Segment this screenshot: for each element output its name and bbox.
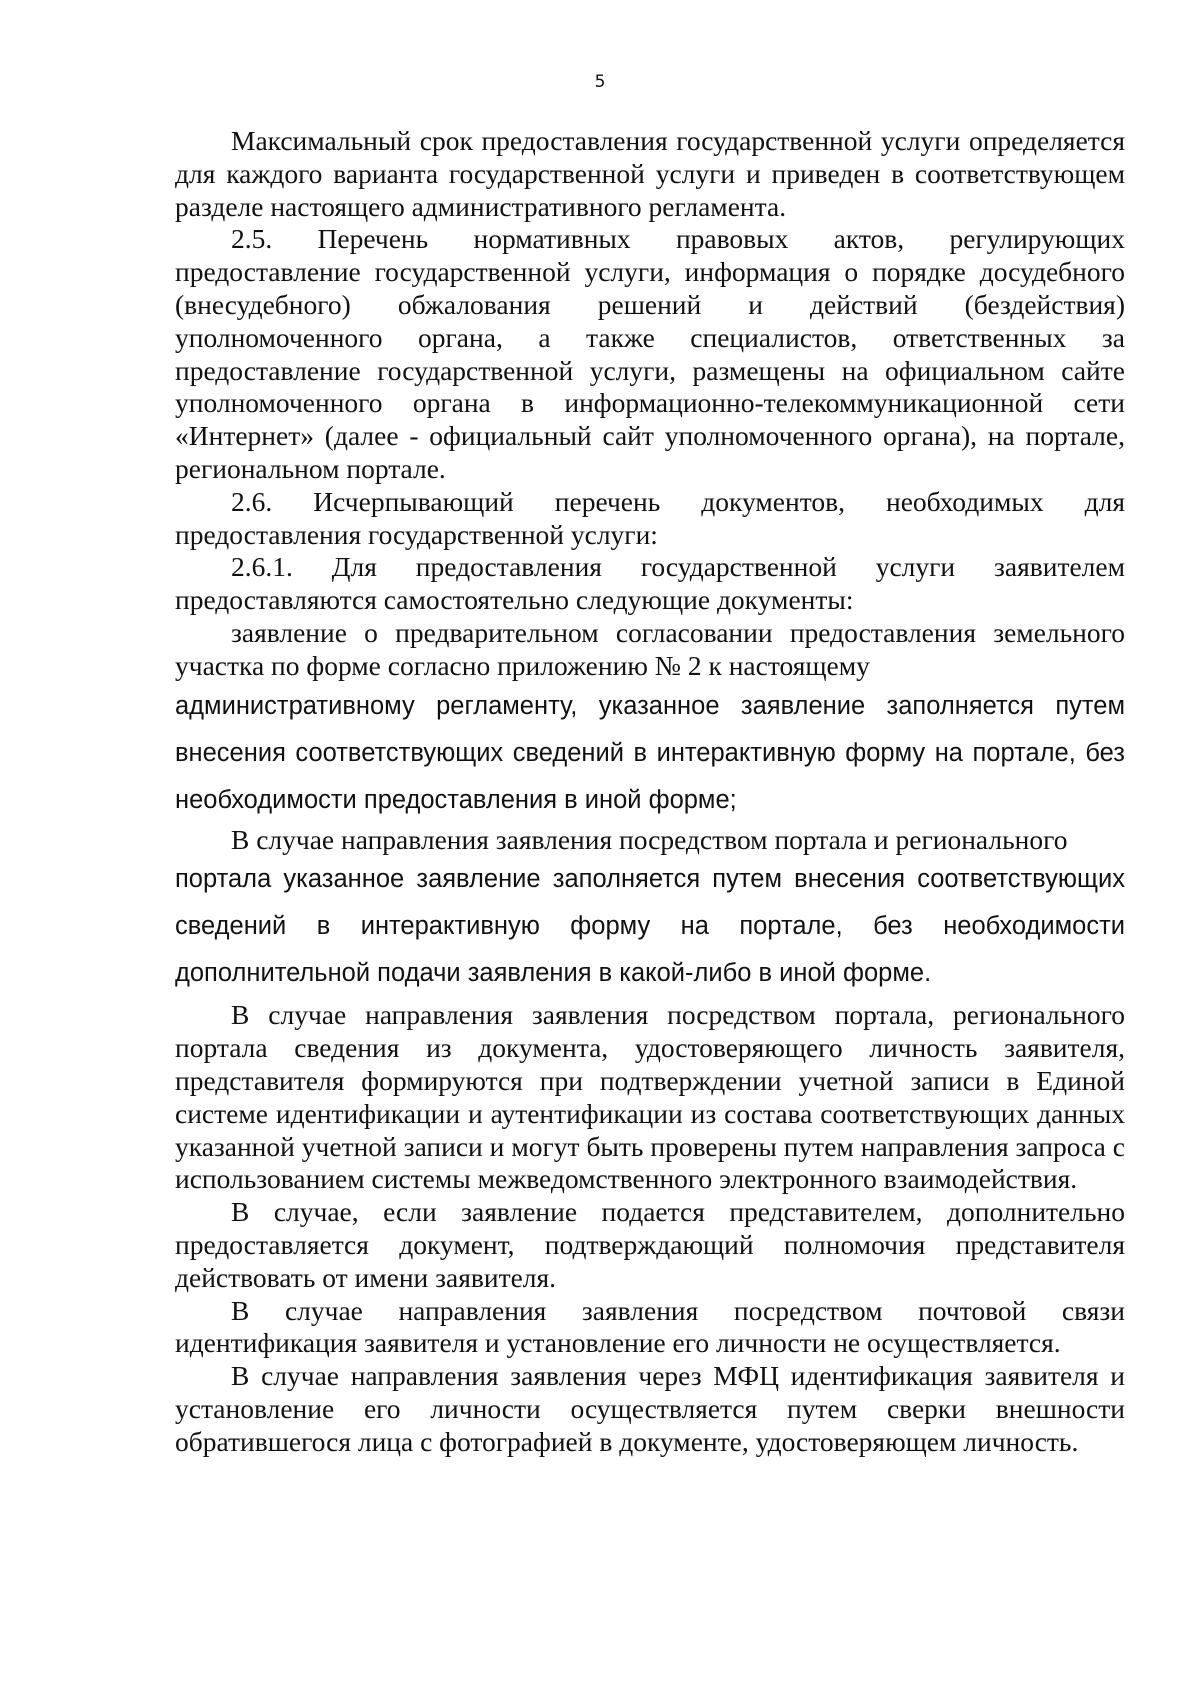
- paragraph-application-form-continued: административному регламенту, указанное заявление заполняется путем внесения соответствующих сведений в интерактивную форму на портале, без необходимости предоставления в иной форме;: [175, 691, 1125, 814]
- page-number: 5: [594, 72, 606, 92]
- paragraph-portal-submission: В случае направления заявления посредством портала и регионального: [231, 823, 1068, 855]
- paragraph-2-6-1: 2.6.1. Для предоставления государственной услуги заявителем предоставляются самостоятельно следующие документы:: [175, 551, 1125, 616]
- paragraph-application-form: заявление о предварительном согласовании предоставления земельного участка по форме согласно приложению № 2 к настоящему: [175, 616, 1125, 681]
- paragraph-representative: В случае, если заявление подается представителем, дополнительно предоставляется документ, подтверждающий полномочия представителя действовать от имени заявителя.: [175, 1196, 1125, 1293]
- document-body: [175, 125, 1125, 1459]
- paragraph-2-5: 2.5. Перечень нормативных правовых актов, регулирующих предоставление государственной услуги, информация о порядке досудебного (внесудебного) обжалования решений и действий (бездействия) уполномоченного органа, а также специалистов, ответственных за предоставление государственной услуги, размещены на официальном сайте уполномоченного органа в информационно-телекоммуникационной сети «Интернет» (далее - официальный сайт уполномоченного органа), на портале, региональном портале.: [175, 223, 1125, 484]
- paragraph-max-term: Максимальный срок предоставления государственной услуги определяется для каждого варианта государственной услуги и приведен в соответствующем разделе настоящего административного регламента.: [175, 125, 1125, 222]
- paragraph-portal-submission-continued: портала указанное заявление заполняется путем внесения соответствующих сведений в интерактивную форму на портале, без необходимости дополнительной подачи заявления в какой-либо в иной форме.: [175, 865, 1125, 988]
- paragraph-mfc: В случае направления заявления через МФЦ идентификация заявителя и установление его личности осуществляется путем сверки внешности обратившегося лица с фотографией в документе, удостоверяющем личность.: [175, 1360, 1125, 1457]
- paragraph-postal: В случае направления заявления посредством почтовой связи идентификация заявителя и установление его личности не осуществляется.: [175, 1294, 1125, 1359]
- paragraph-2-6: 2.6. Исчерпывающий перечень документов, необходимых для предоставления государственной услуги:: [175, 485, 1125, 550]
- paragraph-identity-documents: В случае направления заявления посредством портала, регионального портала сведения из документа, удостоверяющего личность заявителя, представителя формируются при подтверждении учетной записи в Единой системе идентификации и аутентификации из состава соответствующих данных указанной учетной записи и могут быть проверены путем направления запроса с использованием системы межведомственного электронного взаимодействия.: [175, 999, 1125, 1195]
